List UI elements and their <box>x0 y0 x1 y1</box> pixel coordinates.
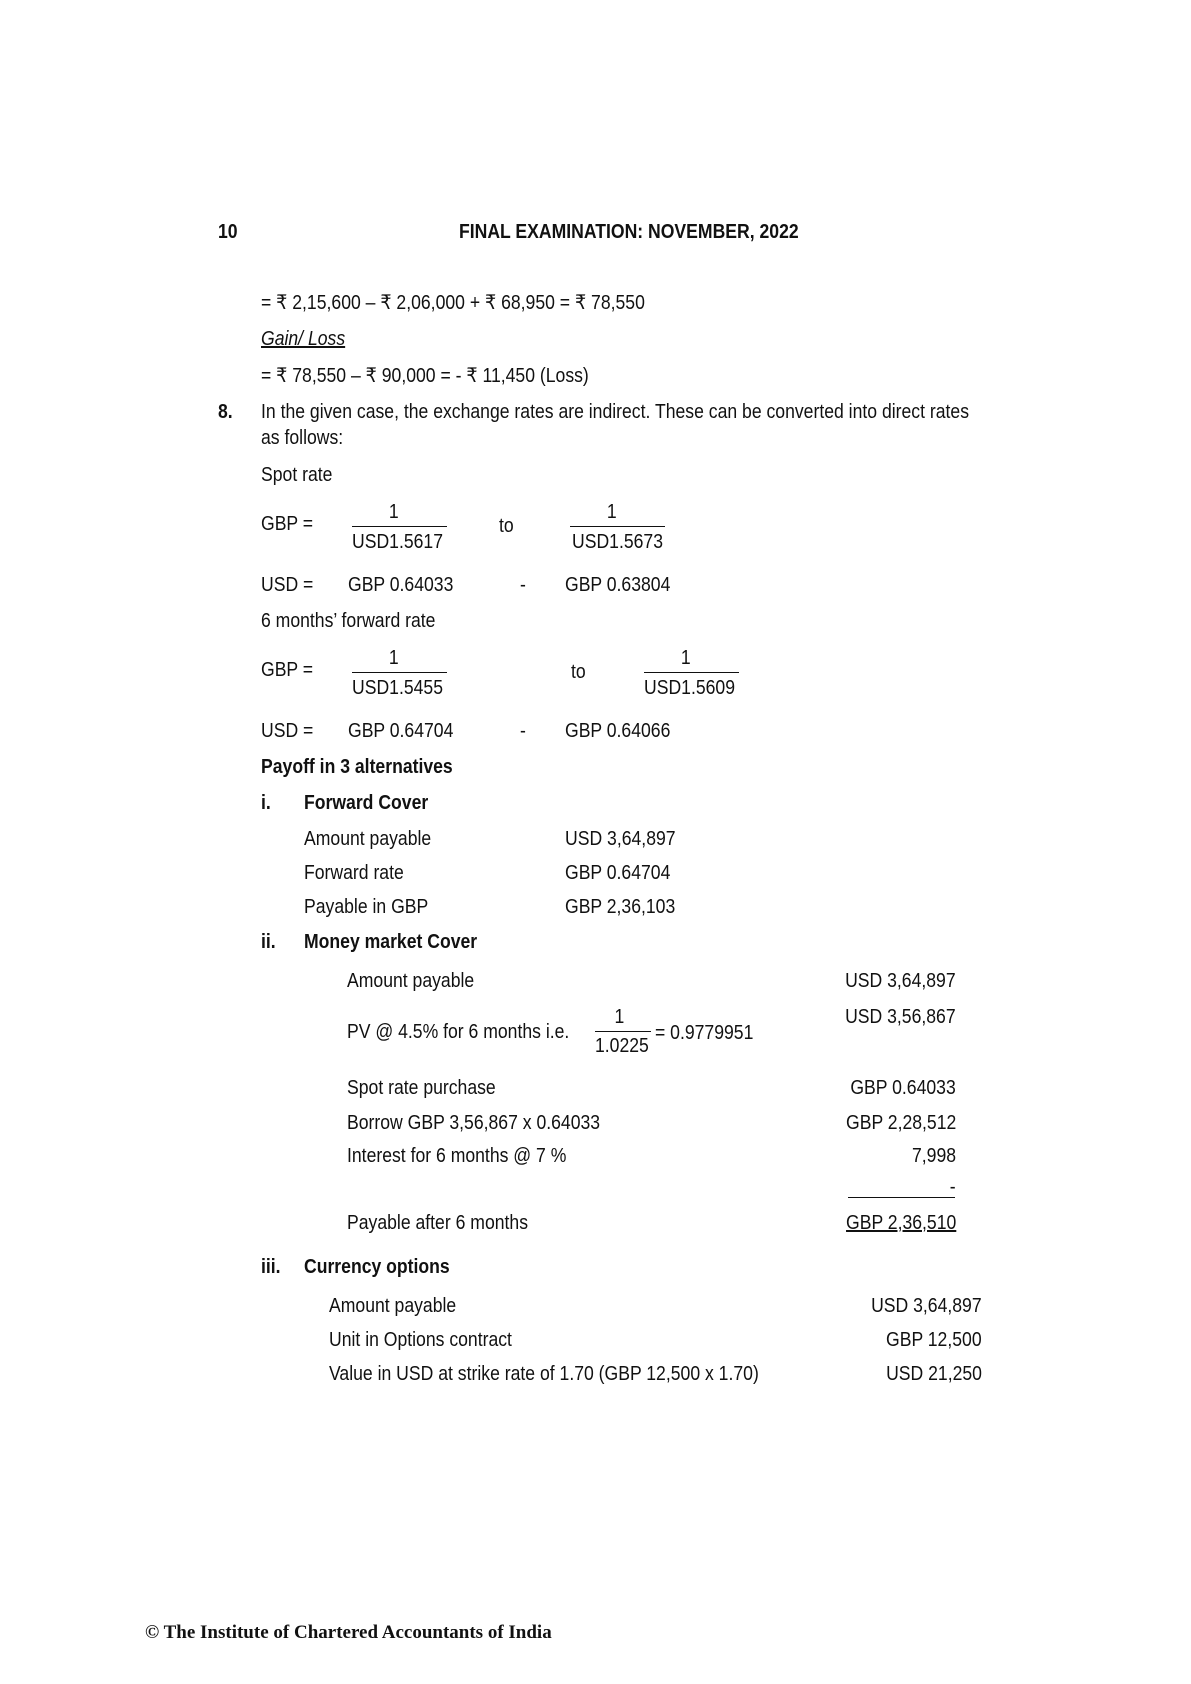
fwd-fraction-1-denominator: USD1.5455 <box>352 677 443 699</box>
fwd-usd-label: USD = <box>261 720 314 742</box>
payoff-heading: Payoff in 3 alternatives <box>261 756 453 778</box>
forward-rate-label: 6 months’ forward rate <box>261 610 436 632</box>
prev-calc-line-1: = ₹ 2,15,600 – ₹ 2,06,000 + ₹ 68,950 = ₹ 78,550 <box>261 292 645 314</box>
alt2-interest-value: 7,998 <box>911 1145 956 1167</box>
fwd-usd-value-1: GBP 0.64704 <box>348 720 454 742</box>
alt3-row-value: USD 21,250 <box>886 1363 982 1385</box>
spot-usd-value-2: GBP 0.63804 <box>565 574 671 596</box>
alt2-borrow-value: GBP 2,28,512 <box>845 1112 956 1134</box>
intro-line-1: In the given case, the exchange rates are indirect. These can be converted into direct rates <box>261 401 970 423</box>
alt2-spot-label: Spot rate purchase <box>347 1077 496 1099</box>
fwd-fraction-1-bar <box>352 672 447 673</box>
alt2-borrow-label: Borrow GBP 3,56,867 x 0.64033 <box>347 1112 601 1134</box>
question-number: 8. <box>218 401 233 423</box>
fwd-usd-value-2: GBP 0.64066 <box>565 720 671 742</box>
page-number: 10 <box>218 221 238 243</box>
alt2-pv-label: PV @ 4.5% for 6 months i.e. <box>347 1021 570 1043</box>
alt3-row-label: Amount payable <box>329 1295 457 1317</box>
alt2-pv-denominator: 1.0225 <box>595 1035 649 1057</box>
alt2-number: ii. <box>261 931 276 953</box>
alt2-pv-result: = 0.9779951 <box>655 1022 754 1044</box>
fwd-dash: - <box>520 720 526 742</box>
alt3-number: iii. <box>261 1256 281 1278</box>
fwd-fraction-2-numerator: 1 <box>680 647 691 669</box>
page-header-title: FINAL EXAMINATION: NOVEMBER, 2022 <box>459 221 799 243</box>
alt3-row-label: Unit in Options contract <box>329 1329 512 1351</box>
alt2-pv-value: USD 3,56,867 <box>845 1006 956 1028</box>
alt2-payable-value: GBP 2,36,510 <box>845 1212 956 1234</box>
alt2-payable-label: Payable after 6 months <box>347 1212 529 1234</box>
alt1-title: Forward Cover <box>304 792 429 814</box>
alt3-title: Currency options <box>304 1256 450 1278</box>
alt2-total-rule <box>848 1197 955 1198</box>
alt1-row-label: Forward rate <box>304 862 404 884</box>
footer-copyright: © The Institute of Chartered Accountants of India <box>145 1622 552 1643</box>
spot-gbp-label: GBP = <box>261 513 314 535</box>
alt1-row-label: Payable in GBP <box>304 896 429 918</box>
alt1-row-value: GBP 2,36,103 <box>565 896 676 918</box>
fwd-to-label: to <box>571 661 586 683</box>
alt2-amount-label: Amount payable <box>347 970 475 992</box>
spot-fraction-1-bar <box>352 526 447 527</box>
spot-fraction-1-denominator: USD1.5617 <box>352 531 443 553</box>
spot-fraction-2-denominator: USD1.5673 <box>572 531 663 553</box>
fwd-fraction-2-denominator: USD1.5609 <box>644 677 735 699</box>
alt2-interest-label: Interest for 6 months @ 7 % <box>347 1145 567 1167</box>
spot-fraction-2-bar <box>570 526 665 527</box>
spot-usd-value-1: GBP 0.64033 <box>348 574 454 596</box>
alt2-total-dash: - <box>950 1176 956 1198</box>
fwd-fraction-2-bar <box>644 672 739 673</box>
alt2-amount-value: USD 3,64,897 <box>845 970 956 992</box>
spot-fraction-1-numerator: 1 <box>388 501 399 523</box>
alt1-row-value: USD 3,64,897 <box>565 828 676 850</box>
fwd-fraction-1-numerator: 1 <box>388 647 399 669</box>
alt1-number: i. <box>261 792 271 814</box>
alt2-spot-value: GBP 0.64033 <box>850 1077 956 1099</box>
alt3-row-value: GBP 12,500 <box>886 1329 982 1351</box>
spot-to-label: to <box>499 515 514 537</box>
alt1-row-label: Amount payable <box>304 828 432 850</box>
spot-dash: - <box>520 574 526 596</box>
alt2-pv-fraction-bar <box>595 1031 651 1032</box>
spot-rate-label: Spot rate <box>261 464 333 486</box>
prev-calc-line-2: = ₹ 78,550 – ₹ 90,000 = - ₹ 11,450 (Loss) <box>261 365 589 387</box>
fwd-gbp-label: GBP = <box>261 659 314 681</box>
alt3-row-value: USD 3,64,897 <box>871 1295 982 1317</box>
spot-usd-label: USD = <box>261 574 314 596</box>
alt3-row-label: Value in USD at strike rate of 1.70 (GBP 12,500 x 1.70) <box>329 1363 759 1385</box>
alt2-pv-numerator: 1 <box>614 1006 625 1028</box>
alt2-title: Money market Cover <box>304 931 478 953</box>
spot-fraction-2-numerator: 1 <box>606 501 617 523</box>
gain-loss-label: Gain/ Loss <box>261 328 346 350</box>
alt1-row-value: GBP 0.64704 <box>565 862 671 884</box>
intro-line-2: as follows: <box>261 427 344 449</box>
